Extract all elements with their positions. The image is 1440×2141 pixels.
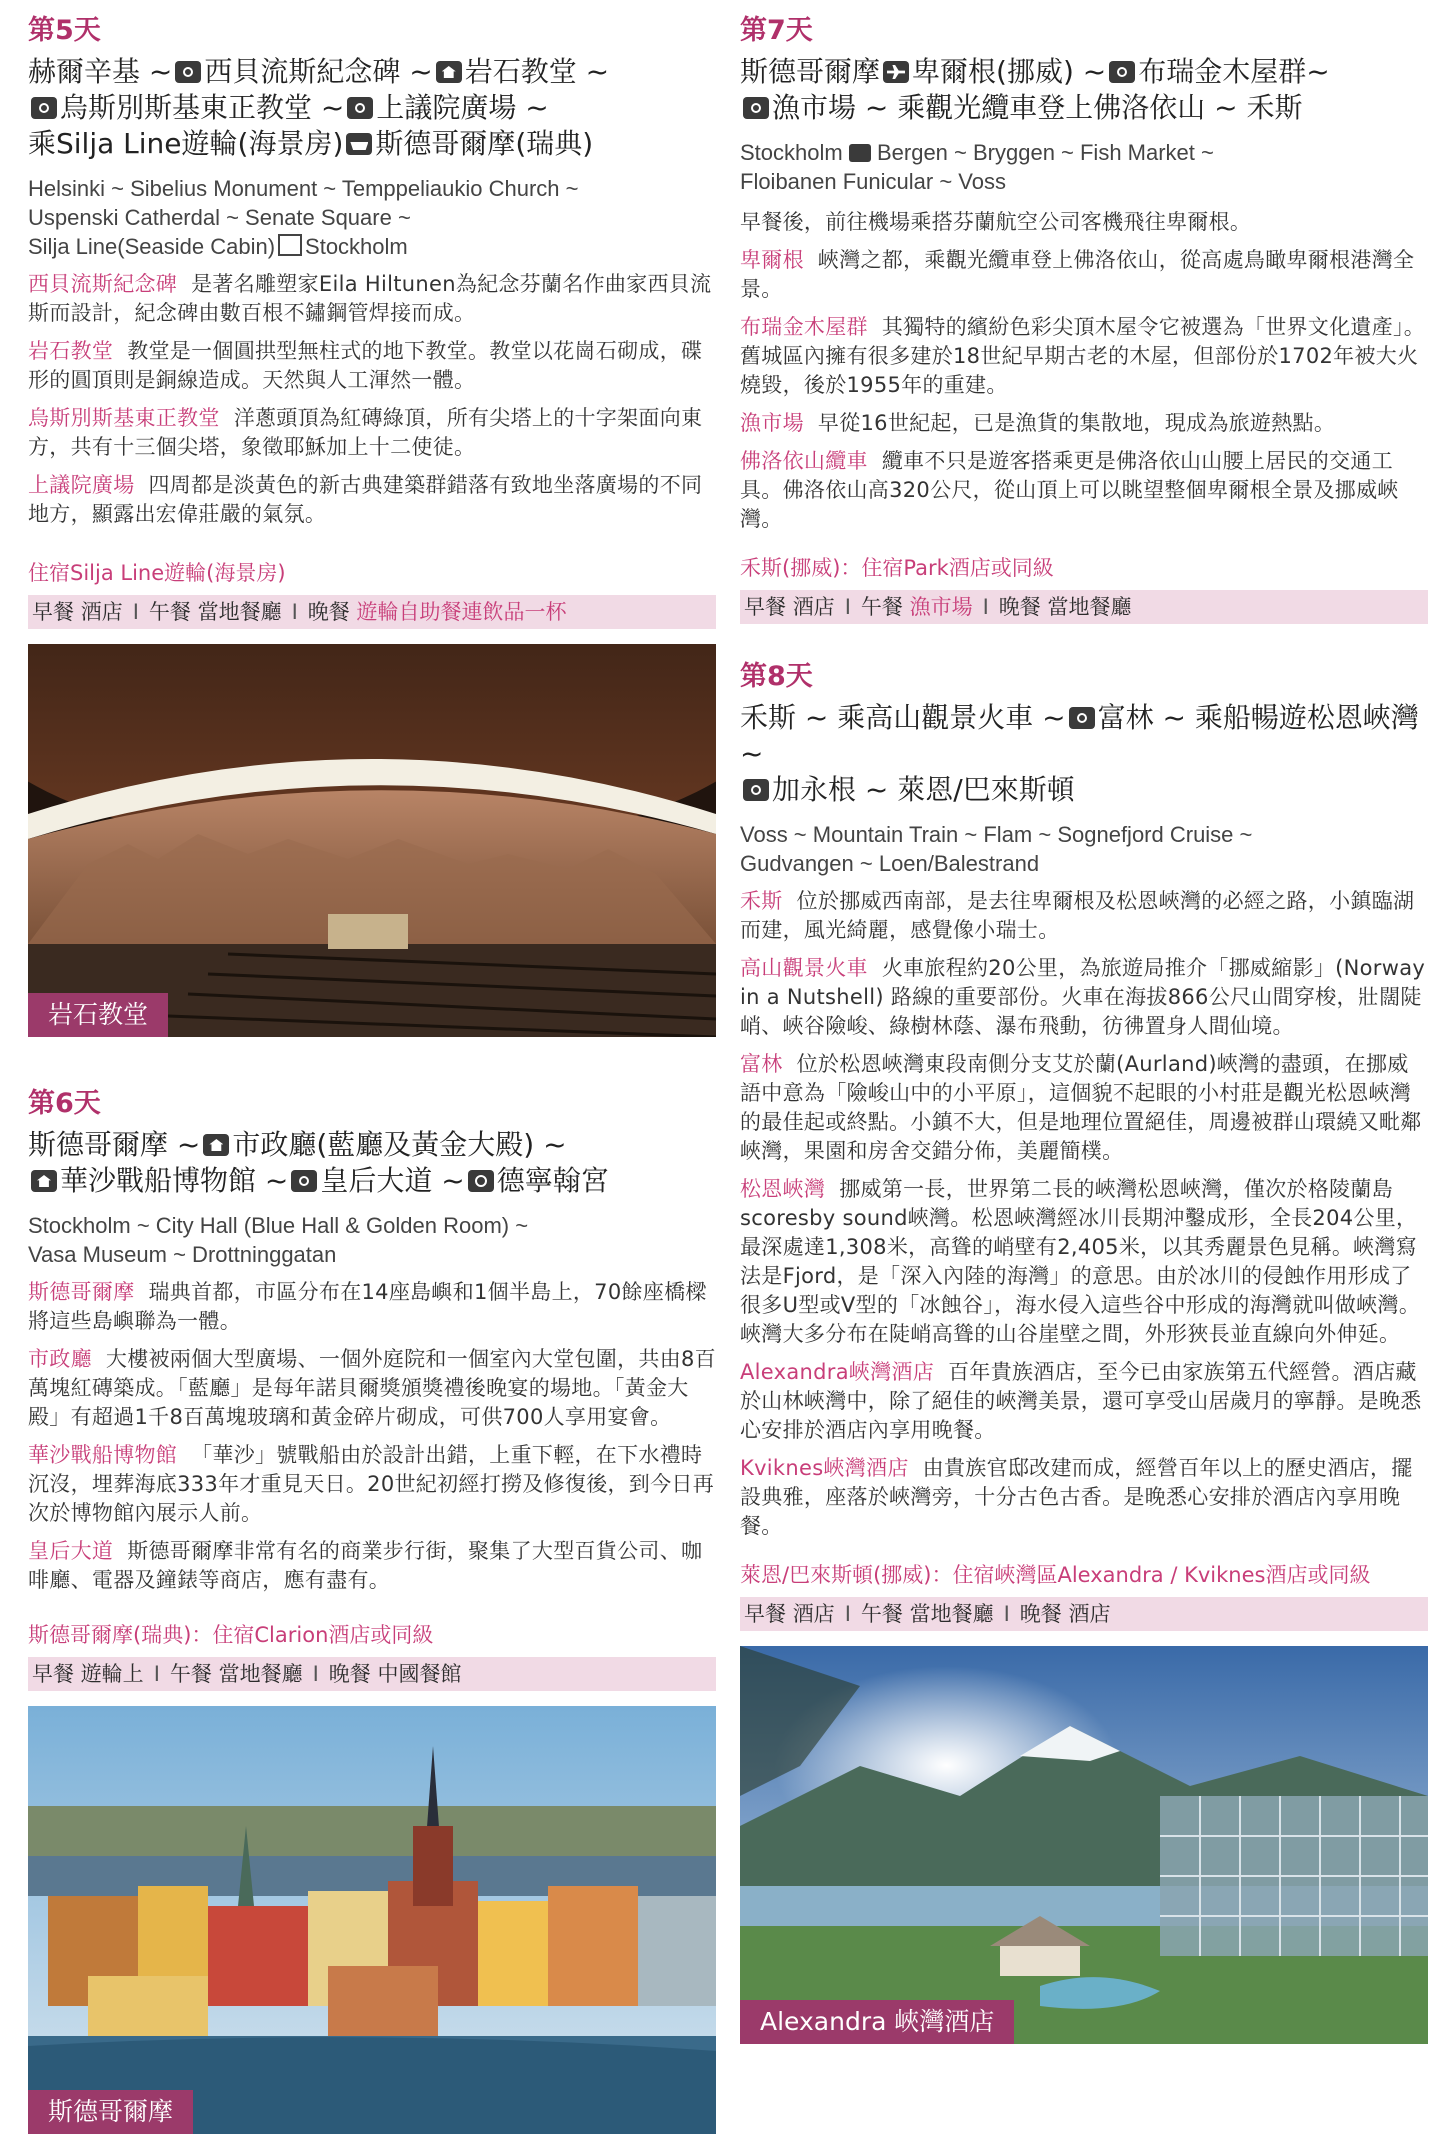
route-text: 乘Silja Line遊輪(海景房): [28, 127, 344, 160]
route-text: 赫爾辛基 ~: [28, 55, 173, 88]
desc-text: 斯德哥爾摩非常有名的商業步行街，聚集了大型百貨公司、咖啡廳、電器及鐘錶等商店，應有盡有。: [28, 1539, 703, 1592]
camera-icon: [1109, 61, 1135, 83]
english-line: [740, 138, 1428, 167]
meal-separator: I: [844, 595, 851, 619]
desc-highlight: Kviknes峽灣酒店: [740, 1456, 909, 1480]
photo-caption: Alexandra 峽灣酒店: [740, 2000, 1014, 2044]
meal-label: 午餐: [169, 1662, 212, 1686]
desc-highlight: 斯德哥爾摩: [28, 1280, 135, 1304]
day7-desc-4: [740, 447, 1428, 534]
english-text: Silja Line(Seaside Cabin): [28, 234, 276, 259]
desc-text: 纜車不只是遊客搭乘更是佛洛依山山腰上居民的交通工具。佛洛依山高320公尺，從山頂上可以眺望整個卑爾根全景及挪威峽灣。: [740, 449, 1399, 531]
route-text: 皇后大道 ~: [320, 1164, 465, 1197]
route-text: 漁市場 ~ 乘觀光纜車登上佛洛依山 ~ 禾斯: [772, 91, 1303, 124]
desc-text: 洋蔥頭頂為紅磚綠頂，所有尖塔上的十字架面向東方，共有十三個尖塔，象徵耶穌加上十二使徒。: [28, 406, 703, 459]
day8-desc-6: [740, 1454, 1428, 1541]
day8-section: [740, 660, 1428, 2044]
day8-meal-bar: [740, 1597, 1428, 1631]
day7-title: 第7天: [740, 15, 813, 46]
desc-text: 百年貴族酒店，至今已由家族第五代經營。酒店藏於山林峽灣中，除了絕佳的峽灣美景，還可享受山居歲月的寧靜。是晚悉心安排於酒店內享用晚餐。: [740, 1360, 1422, 1442]
desc-text: 峽灣之都，乘觀光纜車登上佛洛依山，從高處鳥瞰卑爾根港灣全景。: [740, 248, 1415, 301]
day6-stay: 斯德哥爾摩(瑞典)：住宿Clarion酒店或同級: [28, 1623, 434, 1647]
meal-label: 午餐: [860, 595, 903, 619]
desc-highlight: 富林: [740, 1052, 783, 1076]
camera-icon: [31, 97, 57, 119]
house-icon: [203, 1134, 229, 1156]
day7-desc-1: [740, 246, 1428, 304]
camera-icon: [743, 779, 769, 801]
plane-icon: [849, 144, 871, 162]
desc-text: 四周都是淡黃色的新古典建築群錯落有致地坐落廣場的不同地方，顯露出宏偉莊嚴的氣氛。: [28, 473, 703, 526]
desc-text: 位於松恩峽灣東段南側分支艾於蘭(Aurland)峽灣的盡頭，在挪威語中意為「險峻山中的小平原」，這個貌不起眼的小村莊是觀光松恩峽灣的最佳起或終點。小鎮不大，但是地理位置絕佳，周邊被群山環繞又毗鄰峽灣，果園和房舍交錯分佈，美麗簡樸。: [740, 1052, 1422, 1163]
camera-icon: [347, 97, 373, 119]
meal-separator: I: [132, 600, 139, 624]
desc-highlight: 卑爾根: [740, 248, 804, 272]
day8-desc-3: [740, 1050, 1428, 1166]
day6-desc-3: [28, 1441, 716, 1528]
desc-highlight: 烏斯別斯基東正教堂: [28, 406, 220, 430]
camera-icon: [743, 97, 769, 119]
route-text: 加永根 ~ 萊恩/巴來斯頓: [772, 773, 1075, 806]
english-line: Voss ~ Mountain Train ~ Flam ~ Sognefjord Cruise ~: [740, 822, 1253, 847]
ship-icon: [346, 133, 372, 155]
day8-desc-2: [740, 954, 1428, 1041]
desc-highlight: 市政廳: [28, 1347, 92, 1371]
meal-value: 當地餐廳: [218, 1662, 303, 1686]
meal-value: 中國餐館: [377, 1662, 462, 1686]
house-icon: [436, 61, 462, 83]
meal-label: 早餐: [744, 1602, 786, 1626]
english-line: Floibanen Funicular ~ Voss: [740, 169, 1006, 194]
meal-value: 遊輪自助餐連飲品一杯: [356, 600, 567, 624]
day8-stay: 萊恩/巴來斯頓(挪威)：住宿峽灣區Alexandra / Kviknes酒店或同級: [740, 1563, 1371, 1587]
day5-title: 第5天: [28, 15, 101, 46]
meal-label: 早餐: [744, 595, 786, 619]
day8-desc-5: [740, 1358, 1428, 1445]
desc-highlight: 岩石教堂: [28, 339, 114, 363]
desc-highlight: 佛洛依山纜車: [740, 449, 868, 473]
route-text: 斯德哥爾摩 ~: [28, 1128, 201, 1161]
day6-section: [28, 1087, 716, 2134]
day7-intro: 早餐後，前往機場乘搭芬蘭航空公司客機飛往卑爾根。: [740, 210, 1252, 234]
camera-icon: [291, 1170, 317, 1192]
day5-section: [28, 0, 716, 1037]
day5-desc-2: [28, 337, 716, 395]
cabin-icon: [278, 234, 302, 256]
desc-text: 大樓被兩個大型廣場、一個外庭院和一個室內大堂包圍，共由8百萬塊紅磚築成。「藍廳」是每年諾貝爾獎頒獎禮後晚宴的場地。「黃金大殿」有超過1千8百萬塊玻璃和黃金碎片砌成，可供700人享用宴會。: [28, 1347, 716, 1429]
desc-text: 挪威第一長，世界第二長的峽灣松恩峽灣，僅次於格陵蘭島scoresby sound峽灣。松恩峽灣經冰川長期沖鑿成形，全長204公里，最深處達1,308米，高聳的峭壁有2,405米，以其秀麗景色見稱。峽灣寫法是Fjord，是「深入內陸的海灣」的意思。由於冰川的侵蝕作用形成了很多U型或V型的「冰蝕谷」，海水侵入這些谷中形成的海灣就叫做峽灣。峽灣大多分布在陡峭高聳的山谷崖壁之間，外形狹長並直線向外伸延。: [740, 1177, 1421, 1346]
route-text: 禾斯 ~ 乘高山觀景火車 ~: [740, 701, 1066, 734]
stockholm-photo: [28, 1706, 716, 2134]
desc-text: 火車旅程約20公里，為旅遊局推介「挪威縮影」(Norway in a Nutshell) 路線的重要部份。火車在海拔866公尺山間穿梭，壯闊陡峭、峽谷險峻、綠樹林蔭、瀑布飛動，彷彿置身人間仙境。: [740, 956, 1426, 1038]
day7-route: [740, 54, 1428, 126]
english-text: Stockholm: [305, 234, 408, 259]
day7-desc-2: [740, 313, 1428, 400]
day5-route: [28, 54, 716, 162]
day8-title: 第8天: [740, 661, 813, 692]
desc-highlight: 西貝流斯紀念碑: [28, 272, 178, 296]
route-text: 烏斯別斯基東正教堂 ~: [60, 91, 345, 124]
desc-text: 是著名雕塑家Eila Hiltunen為紀念芬蘭名作曲家西貝流斯而設計，紀念碑由數百根不鏽鋼管焊接而成。: [28, 272, 712, 325]
meal-label: 晚餐: [1019, 1602, 1062, 1626]
photo-caption: 斯德哥爾摩: [28, 2090, 193, 2134]
meal-label: 午餐: [860, 1602, 903, 1626]
day7-stay: 禾斯(挪威)：住宿Park酒店或同級: [740, 556, 1054, 580]
day5-desc-1: [28, 270, 716, 328]
left-column: [28, 0, 716, 2134]
route-text: 斯德哥爾摩(瑞典): [375, 127, 594, 160]
meal-separator: I: [844, 1602, 851, 1626]
meal-label: 晚餐: [307, 600, 350, 624]
meal-value: 酒店: [792, 1602, 835, 1626]
route-text: 岩石教堂 ~: [464, 55, 610, 88]
day5-desc-4: [28, 471, 716, 529]
day7-desc-3: [740, 409, 1428, 438]
meal-separator: I: [153, 1662, 160, 1686]
day8-desc-4: [740, 1175, 1428, 1349]
palace-icon: [468, 1170, 494, 1192]
camera-icon: [175, 61, 201, 83]
route-text: 市政廳(藍廳及黃金大殿) ~: [232, 1128, 567, 1161]
meal-separator: I: [1003, 1602, 1010, 1626]
alexandra-hotel-photo: [740, 1646, 1428, 2044]
day7-meal-bar: [740, 590, 1428, 624]
meal-value: 遊輪上: [80, 1662, 144, 1686]
desc-text: 早從16世紀起，已是漁貨的集散地，現成為旅遊熱點。: [817, 411, 1336, 435]
route-text: 富林 ~ 乘船暢遊松恩峽灣 ~: [740, 701, 1419, 770]
route-text: 布瑞金木屋群~: [1138, 55, 1330, 88]
meal-label: 晚餐: [998, 595, 1041, 619]
meal-separator: I: [312, 1662, 319, 1686]
route-text: 卑爾根(挪威) ~: [912, 55, 1107, 88]
day6-meal-bar: [28, 1657, 716, 1691]
meal-separator: I: [291, 600, 298, 624]
day5-desc-3: [28, 404, 716, 462]
meal-value: 酒店: [1068, 1602, 1111, 1626]
route-text: 華沙戰船博物館 ~: [60, 1164, 289, 1197]
desc-highlight: Alexandra峽灣酒店: [740, 1360, 935, 1384]
desc-highlight: 上議院廣場: [28, 473, 135, 497]
english-line: Uspenski Catherdal ~ Senate Square ~: [28, 205, 411, 230]
meal-value: 當地餐廳: [909, 1602, 994, 1626]
meal-label: 午餐: [148, 600, 191, 624]
day6-title: 第6天: [28, 1088, 101, 1119]
photo-caption: 岩石教堂: [28, 993, 168, 1037]
right-column: [740, 0, 1428, 2044]
desc-text: 教堂是一個圓拱型無柱式的地下教堂。教堂以花崗石砌成，碟形的圓頂則是銅線造成。天然與人工渾然一體。: [28, 339, 703, 392]
day7-section: [740, 0, 1428, 624]
day5-meal-bar: [28, 595, 716, 629]
day5-english-route: [28, 174, 716, 261]
english-line: Gudvangen ~ Loen/Balestrand: [740, 851, 1040, 876]
day6-desc-1: [28, 1278, 716, 1336]
alexandra-hotel-image: [740, 1646, 1428, 2044]
route-text: 斯德哥爾摩: [740, 55, 881, 88]
english-line: Vasa Museum ~ Drottninggatan: [28, 1242, 337, 1267]
day8-desc-1: [740, 887, 1428, 945]
meal-value: 漁市場: [909, 595, 973, 619]
meal-label: 早餐: [32, 600, 74, 624]
desc-text: 位於挪威西南部，是去往卑爾根及松恩峽灣的必經之路，小鎮臨湖而建，風光綺麗，感覺像小瑞士。: [740, 889, 1415, 942]
house-icon: [31, 1170, 57, 1192]
english-line: Stockholm ~ City Hall (Blue Hall & Golden Room) ~: [28, 1213, 529, 1238]
desc-highlight: 皇后大道: [28, 1539, 114, 1563]
english-text: Bergen ~ Bryggen ~ Fish Market ~: [876, 140, 1214, 165]
desc-highlight: 禾斯: [740, 889, 783, 913]
route-text: 上議院廣場 ~: [376, 91, 549, 124]
desc-text: 其獨特的繽紛色彩尖頂木屋令它被選為「世界文化遺產」。舊城區內擁有很多建於18世紀早期古老的木屋，但部份於1702年被大火燒毀，後於1955年的重建。: [740, 315, 1426, 397]
route-text: 西貝流斯紀念碑 ~: [204, 55, 433, 88]
plane-icon: [883, 61, 909, 83]
meal-value: 當地餐廳: [1047, 595, 1132, 619]
meal-value: 酒店: [792, 595, 835, 619]
day8-english-route: [740, 820, 1428, 878]
desc-highlight: 華沙戰船博物館: [28, 1443, 178, 1467]
desc-text: 由貴族官邸改建而成，經營百年以上的歷史酒店，擺設典雅，座落於峽灣旁，十分古色古香。是晚悉心安排於酒店內享用晚餐。: [740, 1456, 1413, 1538]
english-line: [28, 232, 716, 261]
meal-label: 晚餐: [328, 1662, 371, 1686]
desc-text: 「華沙」號戰船由於設計出錯，上重下輕，在下水禮時沉沒，埋葬海底333年才重見天日。20世紀初經打撈及修復後，到今日再次於博物館內展示人前。: [28, 1443, 715, 1525]
desc-highlight: 布瑞金木屋群: [740, 315, 868, 339]
camera-icon: [1069, 707, 1095, 729]
rock-church-photo: [28, 644, 716, 1037]
desc-highlight: 漁市場: [740, 411, 804, 435]
meal-label: 早餐: [32, 1662, 74, 1686]
desc-highlight: 高山觀景火車: [740, 956, 868, 980]
rock-church-image: [28, 644, 716, 1037]
day6-desc-2: [28, 1345, 716, 1432]
day7-english-route: [740, 138, 1428, 196]
meal-separator: I: [982, 595, 989, 619]
day8-route: [740, 700, 1428, 808]
day6-route: [28, 1127, 716, 1199]
meal-value: 當地餐廳: [197, 600, 282, 624]
meal-value: 酒店: [80, 600, 123, 624]
desc-text: 瑞典首都，市區分布在14座島嶼和1個半島上，70餘座橋樑將這些島嶼聯為一體。: [28, 1280, 707, 1333]
day6-english-route: [28, 1211, 716, 1269]
english-line: Helsinki ~ Sibelius Monument ~ Temppeliaukio Church ~: [28, 176, 579, 201]
english-text: Stockholm: [740, 140, 843, 165]
day5-stay: 住宿Silja Line遊輪(海景房): [28, 561, 286, 585]
day6-desc-4: [28, 1537, 716, 1595]
desc-highlight: 松恩峽灣: [740, 1177, 826, 1201]
stockholm-image: [28, 1706, 716, 2134]
route-text: 德寧翰宮: [496, 1164, 609, 1197]
